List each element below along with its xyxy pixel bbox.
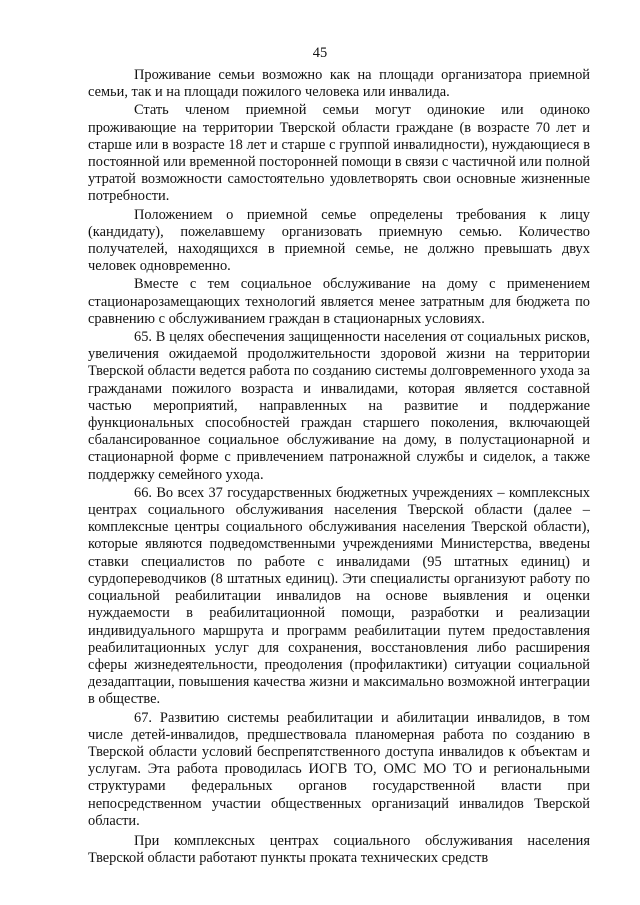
paragraph-1: Проживание семьи возможно как на площади организатора приемной семьи, так и на площади пожилого человека или инвалида. (88, 67, 590, 101)
body-text (88, 67, 590, 868)
paragraph-rental-points: При комплексных центрах социального обслуживания населения Тверской области работают пункты проката технических средств (88, 832, 590, 867)
paragraph-2: Стать членом приемной семьи могут одинокие или одиноко проживающие на территории Тверской области граждане (в возрасте 70 лет и старше или в возрасте 18 лет и старше с группой инвалидности), нуждающиеся в постоянной или временной посторонней помощи в связи с частичной или полной утратой возможности самостоятельно удовлетворять свои основные жизненные потребности. (88, 102, 590, 205)
paragraph-65: 65. В целях обеспечения защищенности населения от социальных рисков, увеличения ожидаемой продолжительности здоровой жизни на территории Тверской области ведется работа по созданию системы долговременного ухода за гражданами пожилого возраста и инвалидами, которая является составной частью мероприятий, направленных на развитие и поддержание функциональных способностей граждан старшего поколения, включающей сбалансированное социальное обслуживание на дому, в полустационарной и стационарной форме с привлечением патронажной службы и сиделок, а также поддержку семейного ухода. (88, 329, 590, 483)
paragraph-4: Вместе с тем социальное обслуживание на дому с применением стационарозамещающих технологий является менее затратным для бюджета по сравнению с обслуживанием граждан в стационарных условиях. (88, 276, 590, 327)
paragraph-3: Положением о приемной семье определены требования к лицу (кандидату), пожелавшему организовать приемную семью. Количество получателей, находящихся в приемной семье, не должно превышать двух человек одновременно. (88, 206, 590, 275)
paragraph-67: 67. Развитию системы реабилитации и абилитации инвалидов, в том числе детей-инвалидов, предшествовала планомерная работа по созданию в Тверской области условий беспрепятственного доступа инвалидов к объектам и услугам. Эта работа проводилась ИОГВ ТО, ОМС МО ТО и региональными структурами федеральных органов государственной власти при непосредственном участии общественных организаций инвалидов Тверской области. (88, 709, 590, 829)
paragraph-66: 66. Во всех 37 государственных бюджетных учреждениях – комплексных центрах социального обслуживания населения Тверской области (далее – комплексные центры социального обслуживания населения Тверской области), которые являются подведомственными учреждениями Министерства, введены ставки специалистов по работе с инвалидами (95 штатных единиц) и сурдопереводчиков (8 штатных единиц). Эти специалисты организуют работу по социальной реабилитации инвалидов на основе выявления и оценки нуждаемости в реабилитационной помощи, разработки и реализации индивидуального маршрута и программ реабилитации путем предоставления реабилитационных услуг для сохранения, восстановления либо расширения сферы жизнедеятельности, преодоления (профилактики) ситуации социальной дезадаптации, повышения качества жизни и максимально возможной интеграции в обществе. (88, 484, 590, 708)
page-number: 45 (312, 45, 328, 61)
